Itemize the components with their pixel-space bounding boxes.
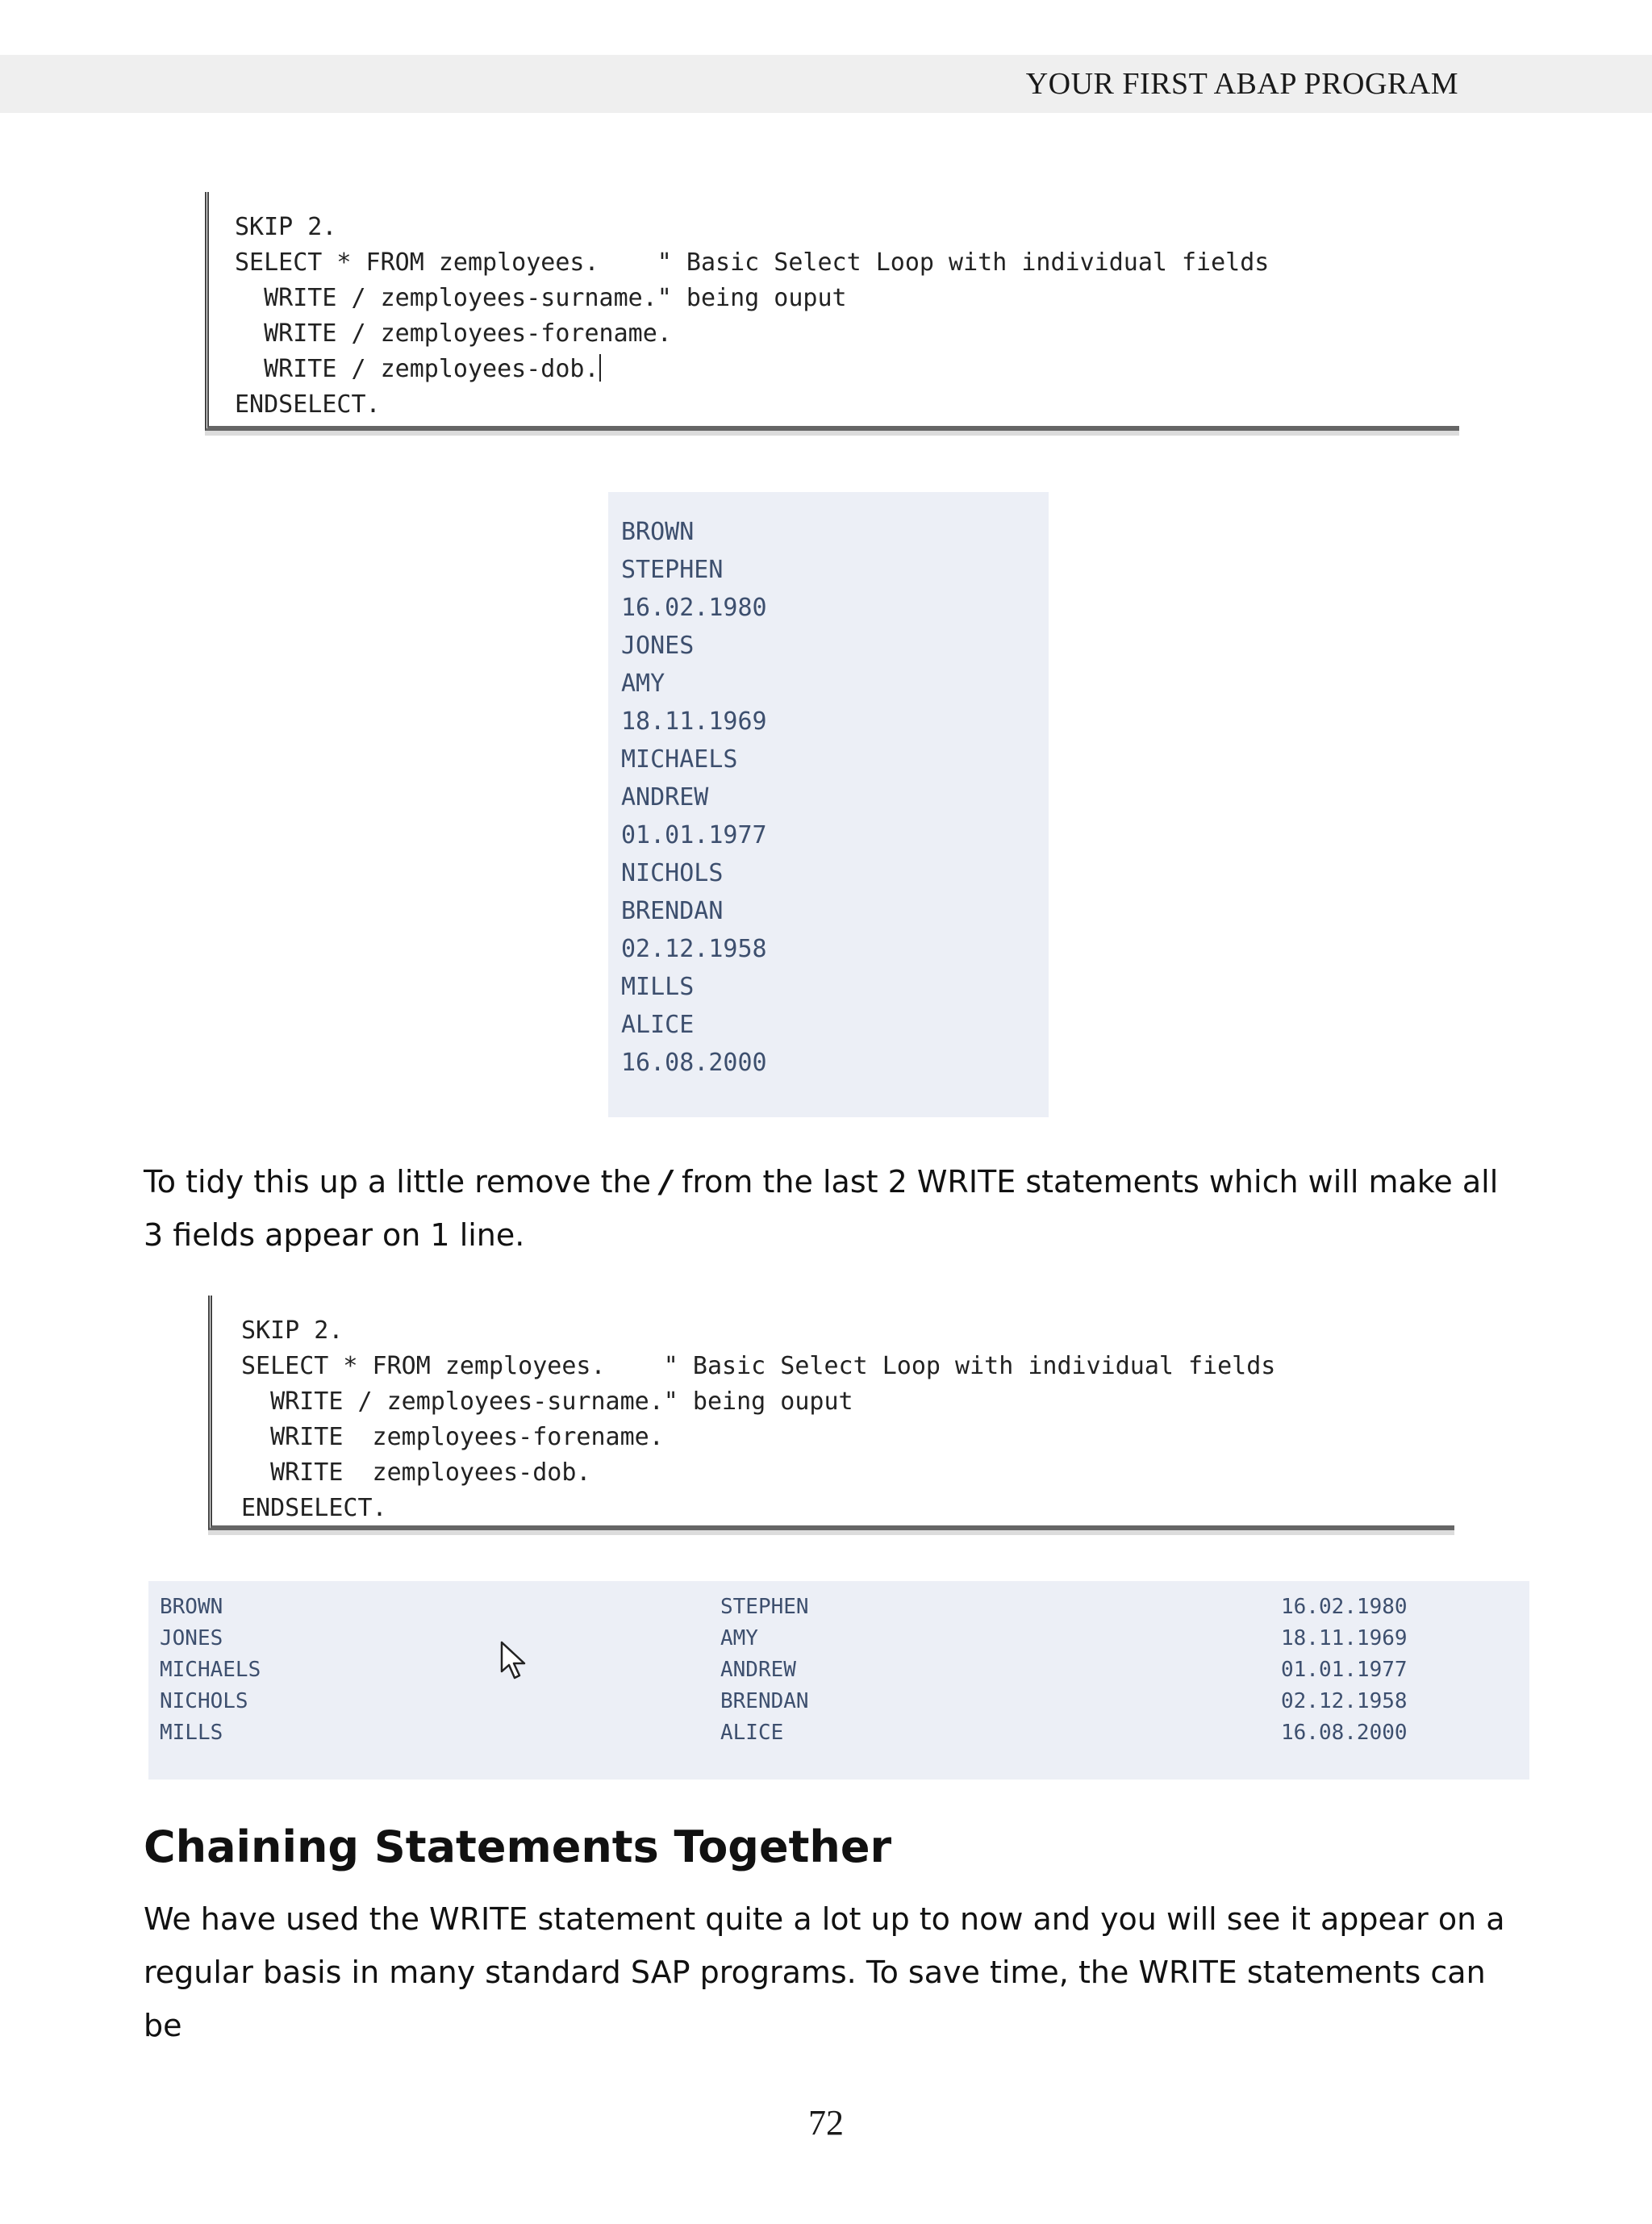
table-row	[160, 1685, 1408, 1717]
forename-cell: ANDREW	[720, 1657, 796, 1682]
code-block-2	[212, 1296, 1454, 1526]
code-screenshot-2	[208, 1296, 1454, 1530]
code-line: ENDSELECT.	[241, 1494, 387, 1522]
page-number: 72	[808, 2103, 844, 2143]
code-line: ENDSELECT.	[235, 390, 381, 419]
output-line: JONES	[621, 632, 695, 660]
table-row	[160, 1622, 1408, 1654]
code-screenshot-1	[205, 192, 1459, 431]
code-line: WRITE zemployees-dob.	[241, 1458, 591, 1487]
dob-cell: 18.11.1969	[1281, 1625, 1408, 1650]
forename-cell: ALICE	[720, 1720, 784, 1745]
code-line: SELECT * FROM zemployees. " Basic Select Loop with individual fields	[235, 248, 1270, 277]
code-line: SKIP 2.	[235, 213, 337, 241]
dob-cell: 16.02.1980	[1281, 1594, 1408, 1619]
output-line: NICHOLS	[621, 859, 724, 887]
forename-cell: STEPHEN	[720, 1594, 809, 1619]
output-line: 16.02.1980	[621, 594, 767, 622]
mouse-pointer-icon	[500, 1641, 528, 1681]
output-line: ANDREW	[621, 783, 709, 812]
forename-cell: AMY	[720, 1625, 758, 1650]
code-line: WRITE / zemployees-forename.	[235, 319, 672, 348]
code-line: WRITE / zemployees-surname." being ouput	[241, 1387, 853, 1416]
section-paragraph: We have used the WRITE statement quite a lot up to now and you will see it appear on a regular basis in many standard SAP programs. To save time, the WRITE statements can be	[144, 1901, 1505, 2043]
surname-cell: JONES	[160, 1625, 223, 1650]
dob-cell: 02.12.1958	[1281, 1688, 1408, 1713]
output-line: AMY	[621, 670, 665, 698]
output-table	[160, 1591, 1408, 1748]
table-row	[160, 1654, 1408, 1685]
output-line: 02.12.1958	[621, 935, 767, 963]
code-line: SELECT * FROM zemployees. " Basic Select Loop with individual fields	[241, 1352, 1276, 1380]
output-line: 18.11.1969	[621, 707, 767, 736]
dob-cell: 01.01.1977	[1281, 1657, 1408, 1682]
surname-cell: NICHOLS	[160, 1688, 248, 1713]
output-line: MICHAELS	[621, 745, 738, 774]
output-line: 01.01.1977	[621, 821, 767, 849]
surname-cell: MICHAELS	[160, 1657, 261, 1682]
surname-cell: MILLS	[160, 1720, 223, 1745]
code-block-1	[209, 192, 1459, 423]
slash-symbol: /	[661, 1164, 672, 1200]
output-line: MILLS	[621, 973, 695, 1001]
code-line: WRITE / zemployees-dob.	[235, 355, 599, 383]
output-screenshot-horizontal	[148, 1581, 1529, 1780]
paragraph-text: To tidy this up a little remove the	[144, 1164, 661, 1200]
table-row	[160, 1717, 1408, 1748]
output-screenshot-vertical	[608, 492, 1049, 1117]
output-line: STEPHEN	[621, 556, 724, 584]
output-line: 16.08.2000	[621, 1049, 767, 1077]
forename-cell: BRENDAN	[720, 1688, 809, 1713]
paragraph-tidy-up	[144, 1155, 1525, 1262]
surname-cell: BROWN	[160, 1594, 223, 1619]
text-caret	[599, 354, 601, 382]
output-line: BRENDAN	[621, 897, 724, 925]
output-line: BROWN	[621, 518, 695, 546]
output-list	[608, 492, 1049, 1082]
dob-cell: 16.08.2000	[1281, 1720, 1408, 1745]
paragraph-text: from the last 2 WRITE statements which will make all 3 fields appear on 1 line.	[144, 1164, 1499, 1253]
code-line: WRITE zemployees-forename.	[241, 1423, 664, 1451]
table-row	[160, 1591, 1408, 1622]
code-line: WRITE / zemployees-surname." being ouput	[235, 284, 847, 312]
running-title: YOUR FIRST ABAP PROGRAM	[1025, 67, 1458, 101]
output-line: ALICE	[621, 1011, 695, 1039]
code-line: SKIP 2.	[241, 1316, 344, 1345]
section-heading: Chaining Statements Together	[144, 1821, 892, 1872]
